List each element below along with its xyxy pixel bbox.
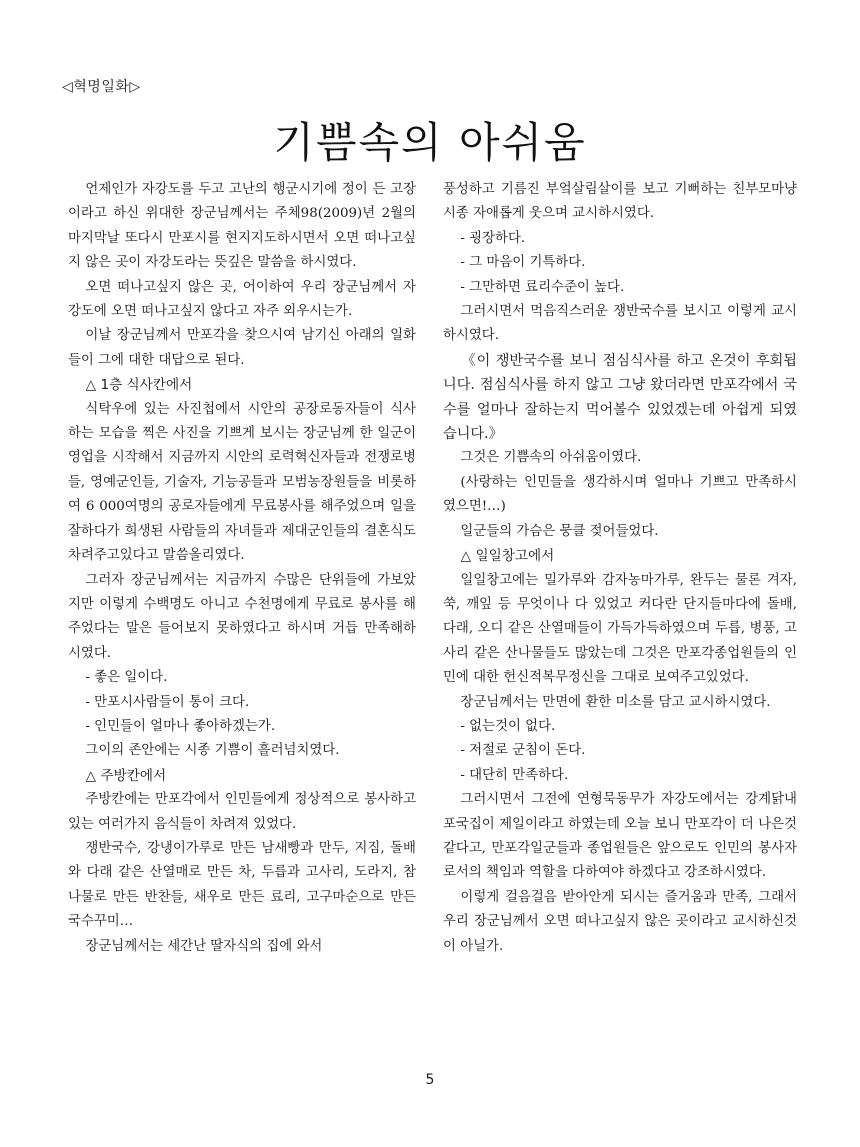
left-column — [68, 178, 416, 959]
paragraph-continued: 풍성하고 기름진 부엌살림살이를 보고 기뻐하는 친부모마냥 시종 자애롭게 웃으며 교시하시였다. — [443, 182, 797, 222]
dialogue-line: - 그 마음이 기특하다. — [460, 255, 586, 271]
paragraph: 장군님께서는 만면에 환한 미소를 담고 교시하시였다. — [460, 694, 771, 710]
paragraph: 그것은 기쁨속의 아쉬움이였다. — [460, 450, 642, 466]
dialogue-line: - 그만하면 료리수준이 높다. — [460, 279, 625, 295]
section-heading: △ 1층 식사칸에서 — [85, 377, 193, 394]
section-heading: △ 일일창고에서 — [460, 548, 555, 565]
dialogue-line: - 굉장하다. — [460, 230, 526, 246]
dialogue-line: - 대단히 만족하다. — [460, 767, 569, 783]
paragraph: 언제인가 자강도를 두고 고난의 행군시기에 정이 든 고장이라고 하신 위대한 장군님께서는 주체98(2009)년 2월의 마지막날 또다시 만포시를 현지지도하시면서 오면 떠나고싶지 않은 곳이 자강도라는 뜻깊은 말씀을 하시였다. — [68, 182, 416, 271]
dialogue-line: - 인민들이 얼마나 좋아하겠는가. — [85, 718, 276, 734]
paragraph: 오면 떠나고싶지 않은 곳, 어이하여 우리 장군님께서 자강도에 오면 떠나고싶지 않다고 자주 외우시는가. — [68, 279, 416, 320]
page-number: 5 — [425, 1072, 435, 1088]
dialogue-line: - 만포시사람들이 통이 크다. — [85, 694, 250, 710]
section-kicker: ◁혁명일화▷ — [62, 79, 141, 95]
paragraph: 주방칸에는 만포각에서 인민들에게 정상적으로 봉사하고있는 여러가지 음식들이 차려져 있었다. — [68, 792, 416, 832]
section-heading: △ 주방칸에서 — [85, 767, 167, 784]
paragraph: 식탁우에 있는 사진첩에서 시안의 공장로동자들이 식사하는 모습을 찍은 사진을 기쁘게 보시는 장군님께 한 일군이 영업을 시작해서 지금까지 시안의 로력혁신자들과 전쟁로병들, 영예군인들, 기술자, 기능공들과 모범농장원들을 비롯하여 6 000여명의 공로자들에게 무료봉사를 해주었으며 일을 잘하다가 희생된 사람들의 자녀들과 제대군인들의 결혼식도 차려주고있다고 말씀올리였다. — [68, 401, 416, 564]
article-title: 기쁨속의 아쉬움 — [273, 118, 587, 167]
quotation: 《이 쟁반국수를 보니 점심식사를 하고 온것이 후회됩니다. 점심식사를 하지 않고 그냥 왔더라면 만포각에서 국수를 얼마나 잘하는지 먹어볼수 있었겠는데 아쉽게 되였습니다.》 — [443, 352, 797, 443]
paragraph: 이렇게 걸음걸음 받아안게 되시는 즐거움과 만족, 그래서 우리 장군님께서 오면 떠나고싶지 않은 곳이라고 교시하신것이 아닐가. — [443, 889, 797, 954]
paragraph: 쟁반국수, 강냉이가루로 만든 남새빵과 만두, 지짐, 돌배와 다래 같은 산열매로 만든 차, 두릅과 고사리, 도라지, 참나물로 만든 반찬들, 새우로 만든 료리, 고구마순으로 만든 국수꾸미… — [68, 840, 416, 930]
paragraph: 그러자 장군님께서는 지금까지 수많은 단위들에 가보았지만 이렇게 수백명도 아니고 수천명에게 무료로 봉사를 해주었다는 말은 들어보지 못하였다고 하시며 거듭 만족해하시였다. — [68, 572, 416, 661]
right-column — [443, 178, 797, 959]
paragraph: 일군들의 가슴은 뭉클 젖어들었다. — [460, 523, 659, 539]
paragraph: 장군님께서는 세간난 딸자식의 집에 와서 — [85, 938, 323, 954]
dialogue-line: - 없는것이 없다. — [460, 718, 556, 734]
paragraph: (사랑하는 인민들을 생각하시며 얼마나 기쁘고 만족하시였으면!…) — [443, 474, 797, 515]
paragraph: 그러시면서 그전에 연형묵동무가 자강도에서는 강계닭내포국집이 제일이라고 하였는데 오늘 보니 만포각이 더 나은것 같다고, 만포각일군들과 종업원들은 앞으로도 인민의 봉사자로서의 책임과 역할을 다하여야 하겠다고 강조하시였다. — [443, 792, 797, 881]
paragraph: 그러시면서 먹음직스러운 쟁반국수를 보시고 이렇게 교시하시였다. — [443, 304, 797, 344]
dialogue-line: - 좋은 일이다. — [85, 670, 168, 686]
paragraph: 일일창고에는 밀가루와 감자농마가루, 완두는 물론 겨자, 쑥, 깨잎 등 무엇이나 다 있었고 커다란 단지들마다에 돌배, 다래, 오디 같은 산열매들이 가득가득하였으며 두릅, 병풍, 고사리 같은 산나물들도 많았는데 그것은 만포각종업원들의 인민에 대한 헌신적복무정신을 그대로 보여주고있었다. — [443, 572, 797, 686]
dialogue-line: - 저절로 군침이 돈다. — [460, 743, 586, 759]
paragraph: 이날 장군님께서 만포각을 찾으시여 남기신 아래의 일화들이 그에 대한 대답으로 된다. — [68, 328, 416, 368]
paragraph: 그이의 존안에는 시종 기쁨이 흘러넘치였다. — [85, 743, 340, 759]
